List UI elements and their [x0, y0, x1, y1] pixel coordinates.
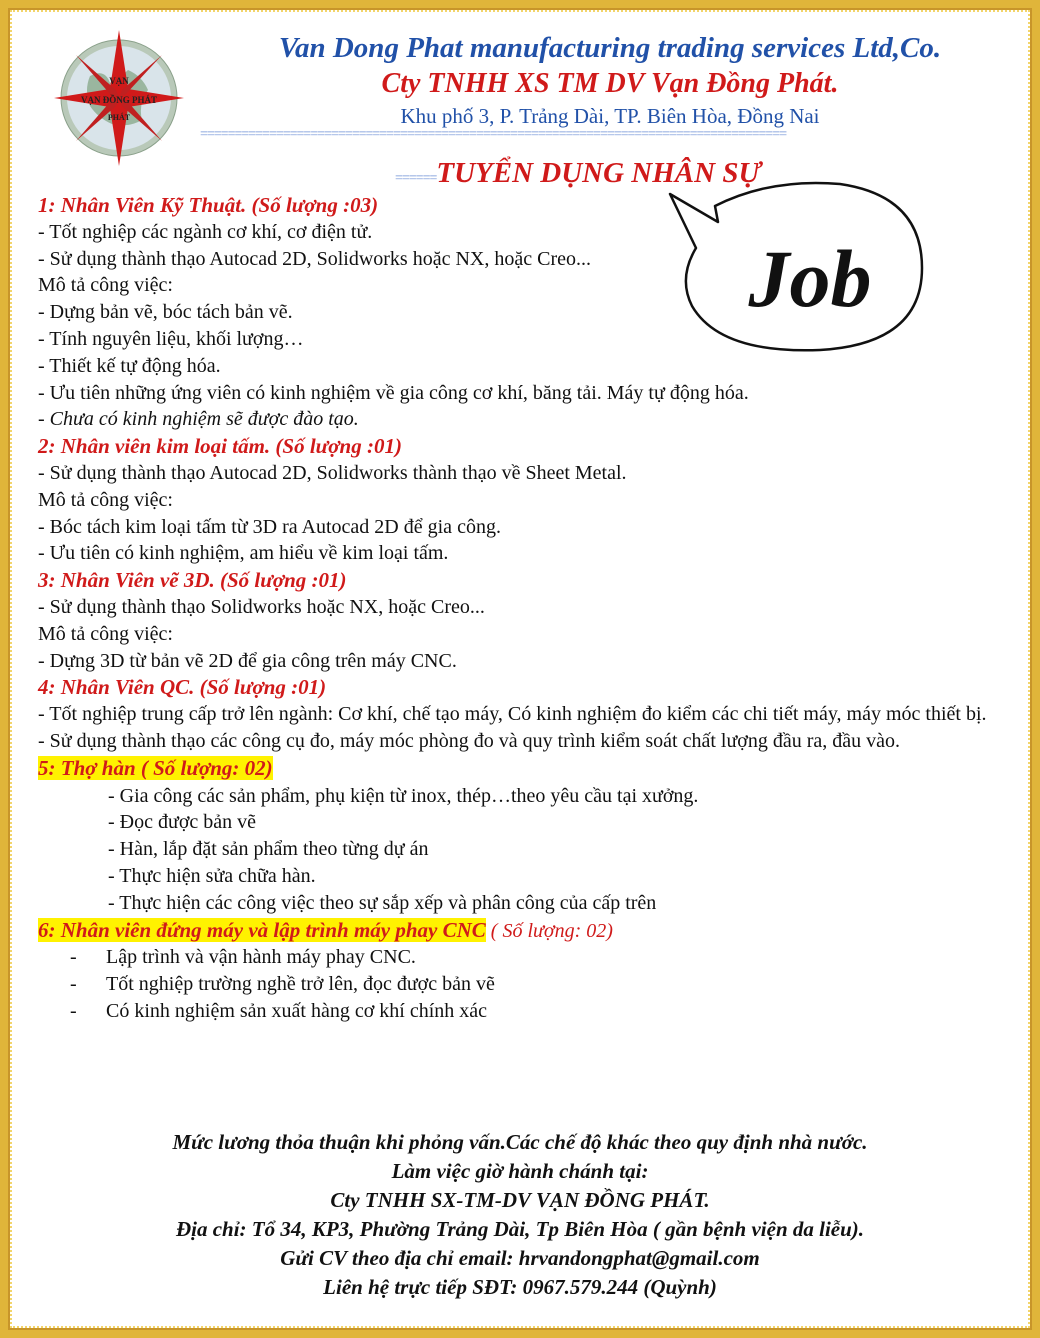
title-text: TUYỂN DỤNG NHÂN SỰ [436, 157, 761, 189]
job-heading-4: 4: Nhân Viên QC. (Số lượng :01) [38, 675, 327, 700]
company-name-vietnamese: Cty TNHH XS TM DV Vạn Đồng Phát. [381, 68, 839, 99]
job-heading-2: 2: Nhân viên kim loại tấm. (Số lượng :01) [38, 434, 402, 459]
job-heading-1: 1: Nhân Viên Kỹ Thuật. (Số lượng :03) [38, 193, 379, 217]
bullet: - [70, 946, 77, 969]
job-line: - Thực hiện các công việc theo sự sắp xếp và phân công của cấp trên [108, 891, 657, 914]
job-line: - Sử dụng thành thạo Autocad 2D, Solidworks hoặc NX, hoặc Creo... [38, 247, 591, 270]
job-note [38, 406, 1013, 433]
footer-phone: Liên hệ trực tiếp SĐT: 0967.579.244 (Quỳnh) [323, 1275, 717, 1299]
job-line: - Gia công các sản phẩm, phụ kiện từ inox, thép…theo yêu cầu tại xưởng. [108, 784, 699, 807]
job-line: - Bóc tách kim loại tấm từ 3D ra Autocad 2D để gia công. [38, 515, 501, 538]
header-separator: ===================================================================================== [200, 128, 787, 142]
job-line: Mô tả công việc: [38, 274, 173, 297]
list-item [38, 944, 1013, 971]
company-header [200, 30, 1020, 130]
job-line: - Tính nguyên liệu, khối lượng… [38, 327, 304, 350]
job-line: - Thiết kế tự động hóa. [38, 354, 221, 377]
job-line: Mô tả công việc: [38, 488, 173, 511]
job-line: - Dựng 3D từ bản vẽ 2D để gia công trên máy CNC. [38, 649, 457, 672]
footer-salary: Mức lương thỏa thuận khi phỏng vấn.Các chế độ khác theo quy định nhà nước. [172, 1130, 868, 1154]
job-line: - Tốt nghiệp các ngành cơ khí, cơ điện tử. [38, 220, 373, 243]
job-heading-6: 6: Nhân viên đứng máy và lập trình máy phay CNC [38, 917, 486, 942]
title-prefix: ====== [395, 171, 437, 186]
job-heading-5: 5: Thợ hàn ( Số lượng: 02) [38, 755, 273, 780]
job-line: - Tốt nghiệp trung cấp trở lên ngành: Cơ khí, chế tạo máy, Có kinh nghiệm đo kiểm các chi tiết máy, máy móc thiết bị. [38, 703, 987, 726]
note-text: Chưa có kinh nghiệm sẽ được đào tạo. [49, 408, 359, 431]
company-name-english: Van Dong Phat manufacturing trading services Ltd,Co. [278, 32, 942, 64]
company-logo [50, 28, 188, 168]
job-line: - Ưu tiên những ứng viên có kinh nghiệm về gia công cơ khí, băng tải. Máy tự động hóa. [38, 381, 749, 404]
job-line: Có kinh nghiệm sản xuất hàng cơ khí chính xác [106, 999, 488, 1022]
footer-company: Cty TNHH SX-TM-DV VẠN ĐỒNG PHÁT. [330, 1188, 710, 1212]
job-line: Lập trình và vận hành máy phay CNC. [106, 946, 416, 969]
job-line: - Sử dụng thành thạo các công cụ đo, máy móc phòng đo và quy trình kiểm soát chất lượng đầu ra, đầu vào. [38, 729, 901, 752]
job-line: - Thực hiện sửa chữa hàn. [108, 864, 316, 887]
bubble-text: Job [748, 233, 872, 324]
note-prefix: - [38, 408, 50, 431]
bullet: - [70, 999, 77, 1022]
logo-text-top: VẠN [109, 76, 129, 86]
job-listings [38, 192, 1013, 1025]
job-line: - Ưu tiên có kinh nghiệm, am hiểu về kim loại tấm. [38, 542, 449, 565]
footer-email: Gửi CV theo địa chỉ email: hrvandongphat@gmail.com [280, 1246, 760, 1270]
footer-address: Địa chỉ: Tổ 34, KP3, Phường Trảng Dài, Tp Biên Hòa ( gần bệnh viện da liễu). [175, 1217, 865, 1241]
logo-text-middle: VẠN ĐỒNG PHÁT [81, 95, 157, 105]
list-item [38, 998, 1013, 1025]
job-line: - Đọc được bản vẽ [108, 811, 257, 834]
job-heading-6-quantity: ( Số lượng: 02) [485, 919, 613, 942]
bullet: - [70, 973, 77, 996]
job-line: Tốt nghiệp trường nghề trở lên, đọc được bản vẽ [106, 973, 495, 996]
footer-contact [40, 1128, 1000, 1302]
job-line: - Sử dụng thành thạo Autocad 2D, Solidworks thành thạo về Sheet Metal. [38, 461, 627, 484]
logo-text-bottom: PHÁT [107, 113, 131, 122]
list-item [38, 971, 1013, 998]
job-line: Mô tả công việc: [38, 622, 173, 645]
job-line: - Sử dụng thành thạo Solidworks hoặc NX, hoặc Creo... [38, 595, 485, 618]
job-line: - Hàn, lắp đặt sản phẩm theo từng dự án [108, 838, 429, 861]
footer-hours: Làm việc giờ hành chánh tại: [391, 1159, 649, 1183]
job-line: - Dựng bản vẽ, bóc tách bản vẽ. [38, 301, 293, 324]
job-heading-3: 3: Nhân Viên vẽ 3D. (Số lượng :01) [38, 568, 347, 593]
company-address: Khu phố 3, P. Trảng Dài, TP. Biên Hòa, Đồng Nai [400, 104, 820, 128]
